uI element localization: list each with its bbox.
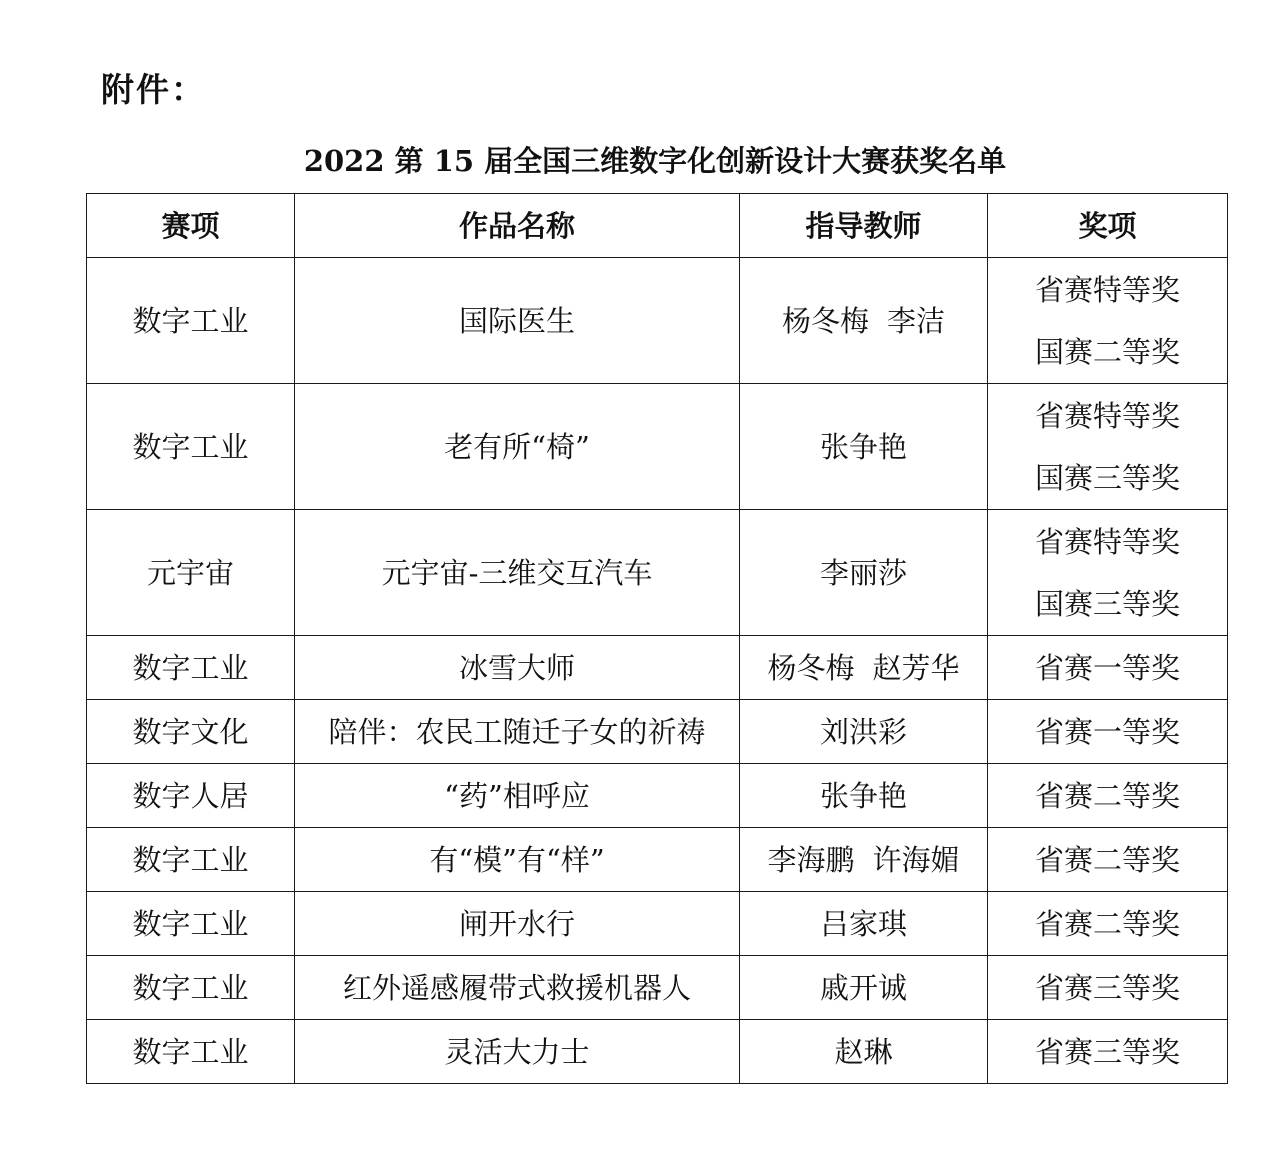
- cell-work-name: 元宇宙-三维交互汽车: [295, 510, 740, 636]
- awards-table: [86, 193, 1228, 1084]
- cell-awards: [988, 700, 1228, 764]
- cell-work-name: 闸开水行: [295, 892, 740, 956]
- header-work-name: 作品名称: [295, 194, 740, 258]
- cell-work-name: 有“模”有“样”: [295, 828, 740, 892]
- award-name: 省赛三等奖: [1034, 970, 1180, 1005]
- cell-category: 元宇宙: [87, 510, 295, 636]
- table-row: [87, 636, 1228, 700]
- cell-awards: [988, 764, 1228, 828]
- cell-awards: [988, 956, 1228, 1020]
- header-award: 奖项: [988, 194, 1228, 258]
- cell-work-name: “药”相呼应: [295, 764, 740, 828]
- award-name: 省赛三等奖: [1034, 1034, 1180, 1069]
- table-row: [87, 510, 1228, 636]
- cell-awards: [988, 892, 1228, 956]
- cell-category: 数字工业: [87, 892, 295, 956]
- attachment-label: 附件：: [101, 70, 206, 109]
- table-body: [87, 258, 1228, 1084]
- teacher-name: 杨冬梅: [781, 303, 869, 338]
- cell-category: 数字工业: [87, 828, 295, 892]
- cell-category: 数字工业: [87, 384, 295, 510]
- teacher-name: 李海鹏: [767, 842, 855, 877]
- award-name: 省赛一等奖: [1034, 650, 1180, 685]
- cell-awards: [988, 1020, 1228, 1084]
- award-name: 国赛三等奖: [1034, 460, 1180, 495]
- cell-teachers: [740, 258, 988, 384]
- teacher-name: 许海媚: [872, 842, 960, 877]
- cell-teachers: [740, 510, 988, 636]
- table-row: [87, 892, 1228, 956]
- cell-awards: [988, 384, 1228, 510]
- cell-awards: [988, 636, 1228, 700]
- teacher-name: 戚开诚: [819, 970, 907, 1005]
- award-name: 国赛三等奖: [1034, 586, 1180, 621]
- award-name: 省赛二等奖: [1034, 778, 1180, 813]
- table-row: [87, 828, 1228, 892]
- teacher-name: 赵芳华: [872, 650, 960, 685]
- teacher-name: 李洁: [887, 303, 946, 338]
- cell-teachers: [740, 636, 988, 700]
- table-row: [87, 1020, 1228, 1084]
- cell-awards: [988, 258, 1228, 384]
- table-row: [87, 956, 1228, 1020]
- cell-work-name: 陪伴：农民工随迁子女的祈祷: [295, 700, 740, 764]
- cell-category: 数字文化: [87, 700, 295, 764]
- award-name: 省赛特等奖: [1034, 524, 1180, 559]
- cell-teachers: [740, 764, 988, 828]
- teacher-name: 吕家琪: [819, 906, 907, 941]
- cell-teachers: [740, 700, 988, 764]
- header-category: 赛项: [87, 194, 295, 258]
- cell-teachers: [740, 956, 988, 1020]
- award-name: 省赛特等奖: [1034, 272, 1180, 307]
- table-row: [87, 700, 1228, 764]
- cell-work-name: 红外遥感履带式救援机器人: [295, 956, 740, 1020]
- award-name: 省赛二等奖: [1034, 906, 1180, 941]
- document-title: 2022 第 15 届全国三维数字化创新设计大赛获奖名单: [303, 144, 1007, 178]
- teacher-name: 赵琳: [834, 1034, 893, 1069]
- header-teacher: 指导教师: [740, 194, 988, 258]
- teacher-name: 李丽莎: [819, 555, 907, 590]
- cell-category: 数字工业: [87, 258, 295, 384]
- cell-work-name: 国际医生: [295, 258, 740, 384]
- cell-work-name: 老有所“椅”: [295, 384, 740, 510]
- cell-work-name: 冰雪大师: [295, 636, 740, 700]
- cell-category: 数字工业: [87, 636, 295, 700]
- cell-category: 数字工业: [87, 1020, 295, 1084]
- cell-category: 数字人居: [87, 764, 295, 828]
- teacher-name: 杨冬梅: [767, 650, 855, 685]
- cell-teachers: [740, 828, 988, 892]
- table-row: [87, 384, 1228, 510]
- cell-category: 数字工业: [87, 956, 295, 1020]
- cell-teachers: [740, 384, 988, 510]
- table-row: [87, 764, 1228, 828]
- cell-teachers: [740, 1020, 988, 1084]
- award-name: 国赛二等奖: [1034, 334, 1180, 369]
- teacher-name: 张争艳: [819, 778, 907, 813]
- award-name: 省赛特等奖: [1034, 398, 1180, 433]
- teacher-name: 刘洪彩: [819, 714, 907, 749]
- cell-teachers: [740, 892, 988, 956]
- table-row: [87, 258, 1228, 384]
- teacher-name: 张争艳: [819, 429, 907, 464]
- cell-work-name: 灵活大力士: [295, 1020, 740, 1084]
- table-header-row: [87, 194, 1228, 258]
- cell-awards: [988, 510, 1228, 636]
- award-name: 省赛二等奖: [1034, 842, 1180, 877]
- cell-awards: [988, 828, 1228, 892]
- award-name: 省赛一等奖: [1034, 714, 1180, 749]
